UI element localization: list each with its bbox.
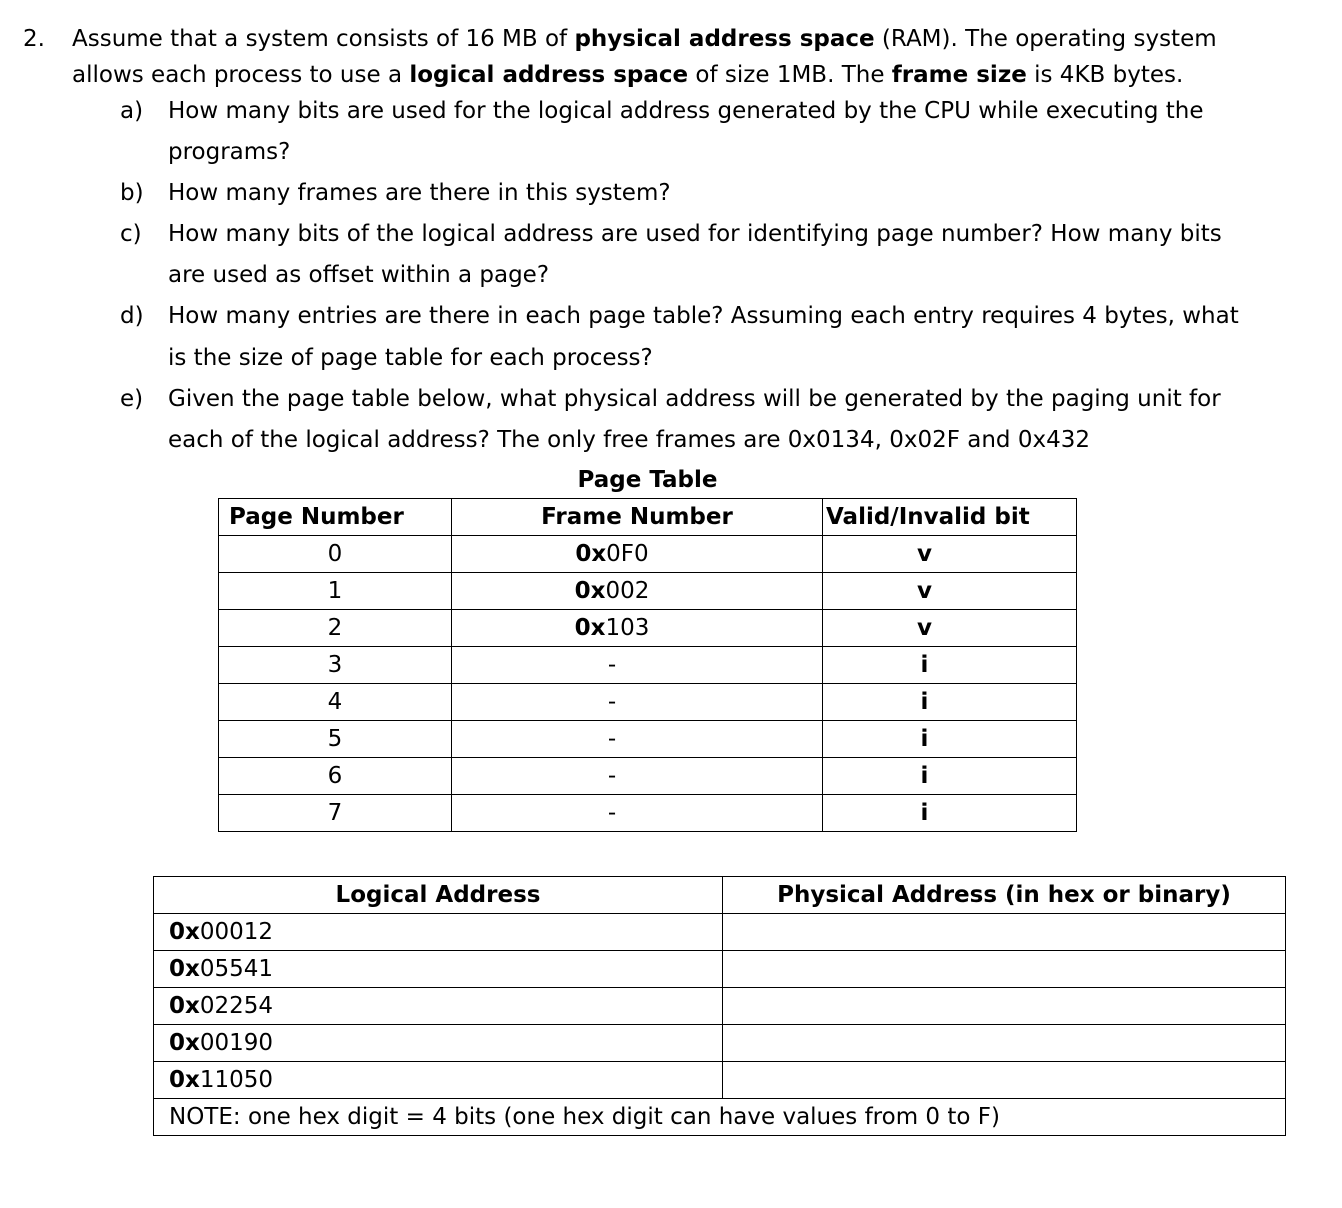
frame-value: 103 xyxy=(605,615,650,641)
frame-number-cell xyxy=(452,795,823,832)
part-d-line-2: is the size of page table for each process? xyxy=(168,345,653,371)
logical-address-value: 00012 xyxy=(199,919,274,945)
part-e-line-1: Given the page table below, what physical address will be generated by the paging unit for xyxy=(168,386,1221,412)
logical-address-cell xyxy=(154,951,723,988)
question-number: 2. xyxy=(23,26,45,52)
part-e-line-2: each of the logical address? The only free frames are 0x0134, 0x02F and 0x432 xyxy=(168,427,1090,453)
physical-address-cell[interactable] xyxy=(723,1062,1286,1099)
table-row xyxy=(219,536,1077,573)
hex-prefix: 0x xyxy=(575,541,607,567)
logical-address-value: 02254 xyxy=(199,993,274,1019)
table-row xyxy=(154,988,1286,1025)
table-row xyxy=(154,914,1286,951)
intro-text: Assume that a system consists of 16 MB of xyxy=(72,26,575,52)
frame-value: - xyxy=(607,689,617,715)
address-table xyxy=(153,876,1286,1136)
hex-prefix: 0x xyxy=(169,993,200,1019)
logical-address-value: 00190 xyxy=(199,1030,274,1056)
frame-number-cell xyxy=(452,758,823,795)
note-row xyxy=(154,1099,1286,1136)
logical-address-cell xyxy=(154,988,723,1025)
frame-number-cell xyxy=(452,573,823,610)
frame-number-cell xyxy=(452,610,823,647)
page-number-cell: 0 xyxy=(219,536,452,573)
physical-address-cell[interactable] xyxy=(723,1025,1286,1062)
valid-bit-cell: v xyxy=(823,610,1077,647)
intro-term-physical: physical address space xyxy=(574,26,875,52)
page-number-cell: 1 xyxy=(219,573,452,610)
header-valid-invalid: Valid/Invalid bit xyxy=(823,499,1077,536)
frame-value: 002 xyxy=(605,578,650,604)
physical-address-cell[interactable] xyxy=(723,914,1286,951)
table-row xyxy=(219,610,1077,647)
header-frame-number: Frame Number xyxy=(452,499,823,536)
valid-bit-cell: i xyxy=(823,795,1077,832)
frame-value: - xyxy=(607,652,617,678)
frame-value: - xyxy=(607,800,617,826)
logical-address-cell xyxy=(154,1025,723,1062)
intro-term-logical: logical address space xyxy=(409,62,689,88)
frame-value: - xyxy=(607,763,617,789)
header-logical-address: Logical Address xyxy=(154,877,723,914)
page-table-caption: Page Table xyxy=(219,462,1077,499)
intro-text: is 4KB bytes. xyxy=(1026,62,1184,88)
header-physical-address: Physical Address (in hex or binary) xyxy=(723,877,1286,914)
part-label-e: e) xyxy=(120,386,144,412)
table-row xyxy=(154,1062,1286,1099)
frame-number-cell xyxy=(452,536,823,573)
address-table-header-row xyxy=(154,877,1286,914)
page-table-caption-row xyxy=(219,462,1077,499)
valid-bit-cell: v xyxy=(823,573,1077,610)
page-number-cell: 4 xyxy=(219,684,452,721)
header-page-number: Page Number xyxy=(219,499,452,536)
intro-text: allows each process to use a xyxy=(72,62,410,88)
hex-prefix: 0x xyxy=(574,578,606,604)
hex-prefix: 0x xyxy=(169,1030,200,1056)
logical-address-value: 05541 xyxy=(199,956,274,982)
logical-address-cell xyxy=(154,914,723,951)
valid-bit-cell: v xyxy=(823,536,1077,573)
hex-prefix: 0x xyxy=(169,956,200,982)
intro-text: of size 1MB. The xyxy=(688,62,892,88)
part-d-line-1: How many entries are there in each page table? Assuming each entry requires 4 bytes, what xyxy=(168,303,1239,329)
table-row xyxy=(154,1025,1286,1062)
intro-text: (RAM). The operating system xyxy=(874,26,1217,52)
part-label-c: c) xyxy=(120,221,142,247)
table-row xyxy=(219,647,1077,684)
logical-address-value: 11050 xyxy=(199,1067,274,1093)
table-row xyxy=(219,573,1077,610)
page-number-cell: 7 xyxy=(219,795,452,832)
frame-number-cell xyxy=(452,721,823,758)
part-label-a: a) xyxy=(120,98,144,124)
valid-bit-cell: i xyxy=(823,721,1077,758)
table-row xyxy=(154,951,1286,988)
page-table xyxy=(218,462,1077,832)
intro-line-1 xyxy=(72,24,1217,54)
table-row xyxy=(219,684,1077,721)
physical-address-cell[interactable] xyxy=(723,951,1286,988)
physical-address-cell[interactable] xyxy=(723,988,1286,1025)
part-b-line-1: How many frames are there in this system? xyxy=(168,180,671,206)
intro-line-2 xyxy=(72,60,1183,90)
part-a-line-2: programs? xyxy=(168,139,291,165)
logical-address-cell xyxy=(154,1062,723,1099)
page-number-cell: 5 xyxy=(219,721,452,758)
part-label-b: b) xyxy=(120,180,144,206)
hex-prefix: 0x xyxy=(574,615,606,641)
part-c-line-2: are used as offset within a page? xyxy=(168,262,550,288)
table-row xyxy=(219,795,1077,832)
table-row xyxy=(219,758,1077,795)
part-a-line-1: How many bits are used for the logical address generated by the CPU while executing the xyxy=(168,98,1204,124)
page-number-cell: 3 xyxy=(219,647,452,684)
page-number-cell: 2 xyxy=(219,610,452,647)
frame-value: - xyxy=(607,726,617,752)
frame-number-cell xyxy=(452,647,823,684)
part-label-d: d) xyxy=(120,303,144,329)
frame-value: 0F0 xyxy=(606,541,649,567)
hex-prefix: 0x xyxy=(169,1067,200,1093)
valid-bit-cell: i xyxy=(823,647,1077,684)
hex-note: NOTE: one hex digit = 4 bits (one hex digit can have values from 0 to F) xyxy=(154,1099,1286,1136)
page-number-cell: 6 xyxy=(219,758,452,795)
frame-number-cell xyxy=(452,684,823,721)
valid-bit-cell: i xyxy=(823,758,1077,795)
page-table-header-row xyxy=(219,499,1077,536)
hex-prefix: 0x xyxy=(169,919,200,945)
table-row xyxy=(219,721,1077,758)
part-c-line-1: How many bits of the logical address are used for identifying page number? How many bits xyxy=(168,221,1222,247)
valid-bit-cell: i xyxy=(823,684,1077,721)
intro-term-frame: frame size xyxy=(891,62,1027,88)
